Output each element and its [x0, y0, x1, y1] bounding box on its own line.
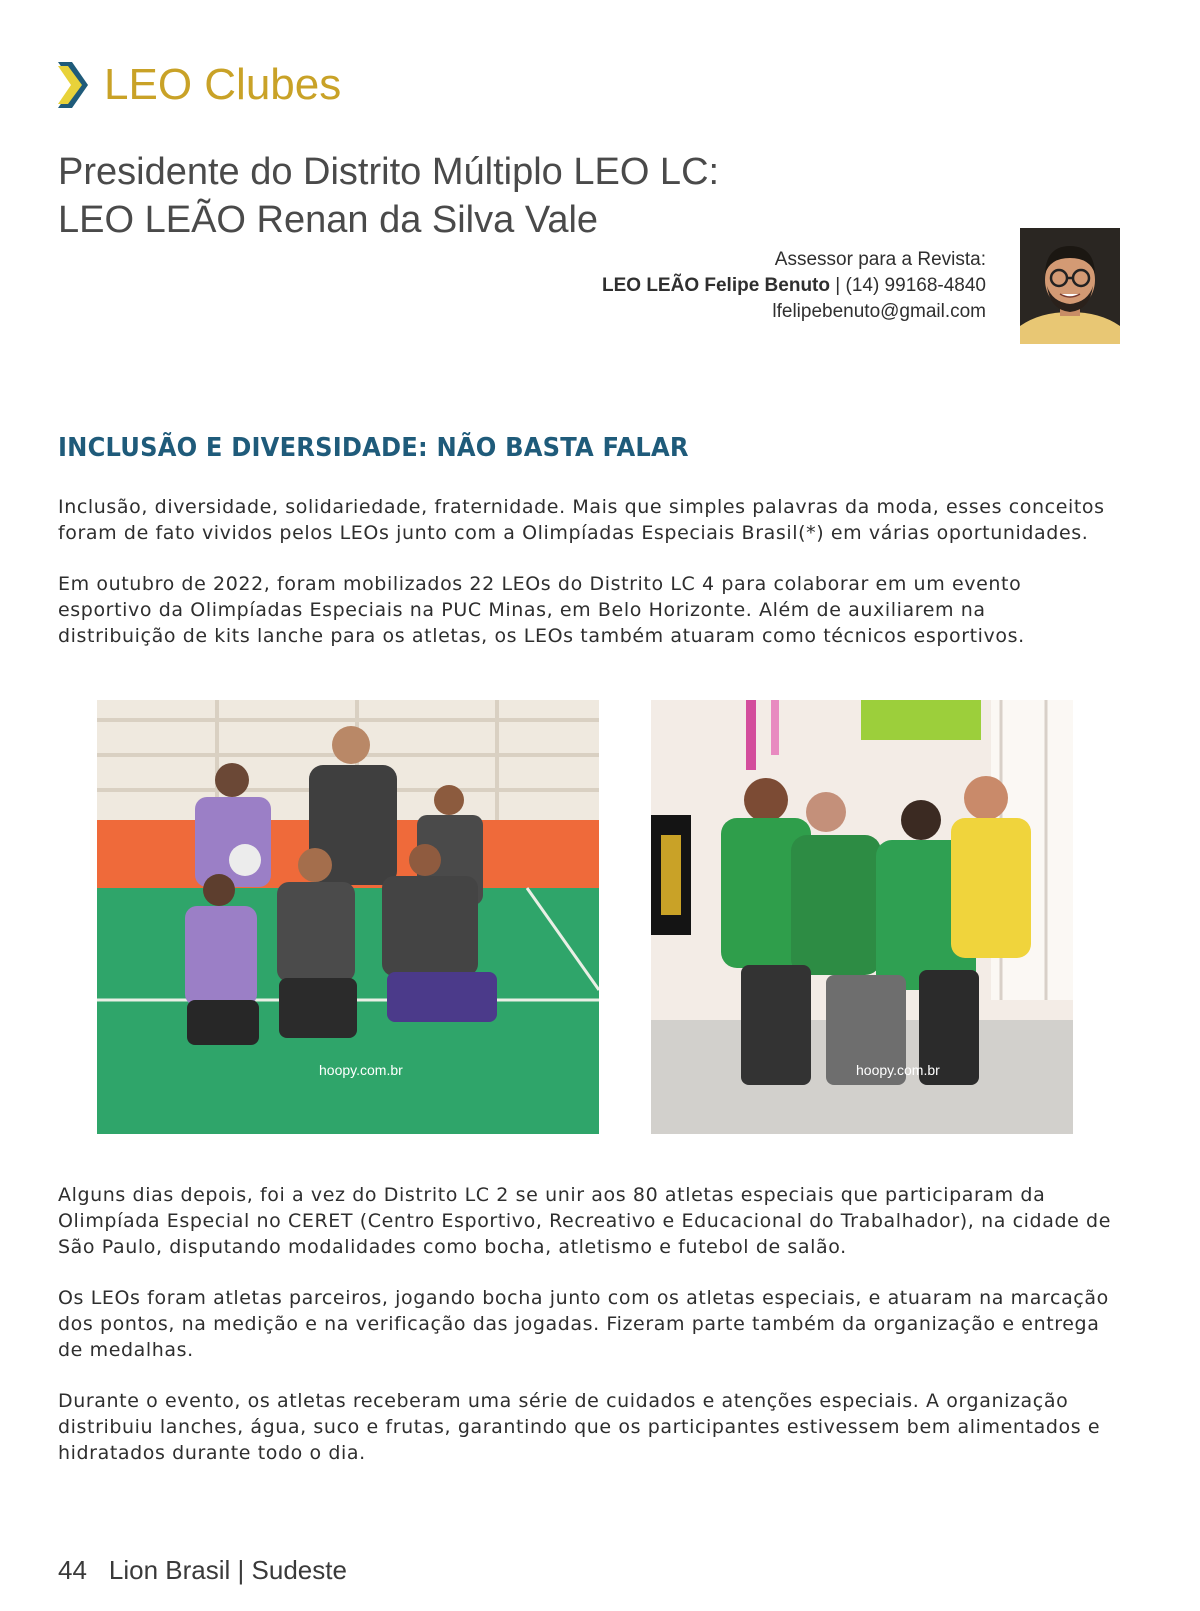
- paragraph-line: Durante o evento, os atletas receberam uma série de cuidados e atenções especiais. A organização: [58, 1390, 1069, 1412]
- paragraph-line: Olimpíada Especial no CERET (Centro Esportivo, Recreativo e Educacional do Trabalhador), na cidade de: [58, 1210, 1111, 1232]
- paragraph-line: distribuição de kits lanche para os atletas, os LEOs também atuaram como técnicos esportivos.: [58, 625, 1025, 647]
- paragraph-line: Em outubro de 2022, foram mobilizados 22 LEOs do Distrito LC 4 para colaborar em um evento: [58, 573, 1022, 595]
- paragraph-line: Os LEOs foram atletas parceiros, jogando bocha junto com os atletas especiais, e atuaram na marcação: [58, 1287, 1109, 1309]
- photo-group-hug: [651, 700, 1073, 1134]
- paragraph-4: [58, 1285, 1138, 1363]
- chevron-icon: [58, 62, 98, 108]
- paragraph-2: [58, 571, 1138, 649]
- photo-credit-right: hoopy.com.br: [856, 1062, 940, 1078]
- photo-credit-left: hoopy.com.br: [319, 1062, 403, 1078]
- paragraph-1: [58, 494, 1138, 546]
- paragraph-line: Inclusão, diversidade, solidariedade, fraternidade. Mais que simples palavras da moda, esses conceitos: [58, 496, 1105, 518]
- page-title-line-2: LEO LEÃO Renan da Silva Vale: [58, 199, 599, 241]
- paragraph-3: [58, 1182, 1138, 1260]
- page-title-line-1: Presidente do Distrito Múltiplo LEO LC:: [58, 151, 720, 193]
- paragraph-line: hidratados durante todo o dia.: [58, 1442, 366, 1464]
- paragraph-line: esportivo da Olimpíadas Especiais na PUC Minas, em Belo Horizonte. Além de auxiliarem na: [58, 599, 986, 621]
- paragraph-line: foram de fato vividos pelos LEOs junto com a Olimpíadas Especiais Brasil(*) em várias oportunidades.: [58, 522, 1089, 544]
- paragraph-line: São Paulo, disputando modalidades como bocha, atletismo e futebol de salão.: [58, 1236, 847, 1258]
- article-heading: INCLUSÃO E DIVERSIDADE: NÃO BASTA FALAR: [58, 433, 689, 463]
- page-footer: [58, 1555, 347, 1586]
- paragraph-line: Alguns dias depois, foi a vez do Distrito LC 2 se unir aos 80 atletas especiais que participaram da: [58, 1184, 1046, 1206]
- advisor-photo: [1020, 228, 1120, 344]
- paragraph-line: dos pontos, na medição e na verificação das jogadas. Fizeram parte também da organização e entrega: [58, 1313, 1100, 1335]
- photo-team-group: [97, 700, 599, 1134]
- advisor-info: [602, 247, 986, 325]
- advisor-phone: | (14) 99168-4840: [830, 275, 986, 296]
- section-title: LEO Clubes: [104, 60, 342, 109]
- paragraph-line: distribuiu lanches, água, suco e frutas, garantindo que os participantes estivessem bem alimentados e: [58, 1416, 1101, 1438]
- page-number: 44: [58, 1555, 87, 1585]
- advisor-contact-line: [602, 273, 986, 299]
- section-header: [58, 60, 341, 110]
- advisor-email: lfelipebenuto@gmail.com: [772, 301, 986, 322]
- publication-name: Lion Brasil | Sudeste: [108, 1555, 347, 1585]
- paragraph-5: [58, 1388, 1138, 1466]
- advisor-name: LEO LEÃO Felipe Benuto: [601, 275, 830, 296]
- advisor-label: Assessor para a Revista:: [774, 249, 986, 270]
- page-title: [58, 148, 719, 244]
- paragraph-line: de medalhas.: [58, 1339, 194, 1361]
